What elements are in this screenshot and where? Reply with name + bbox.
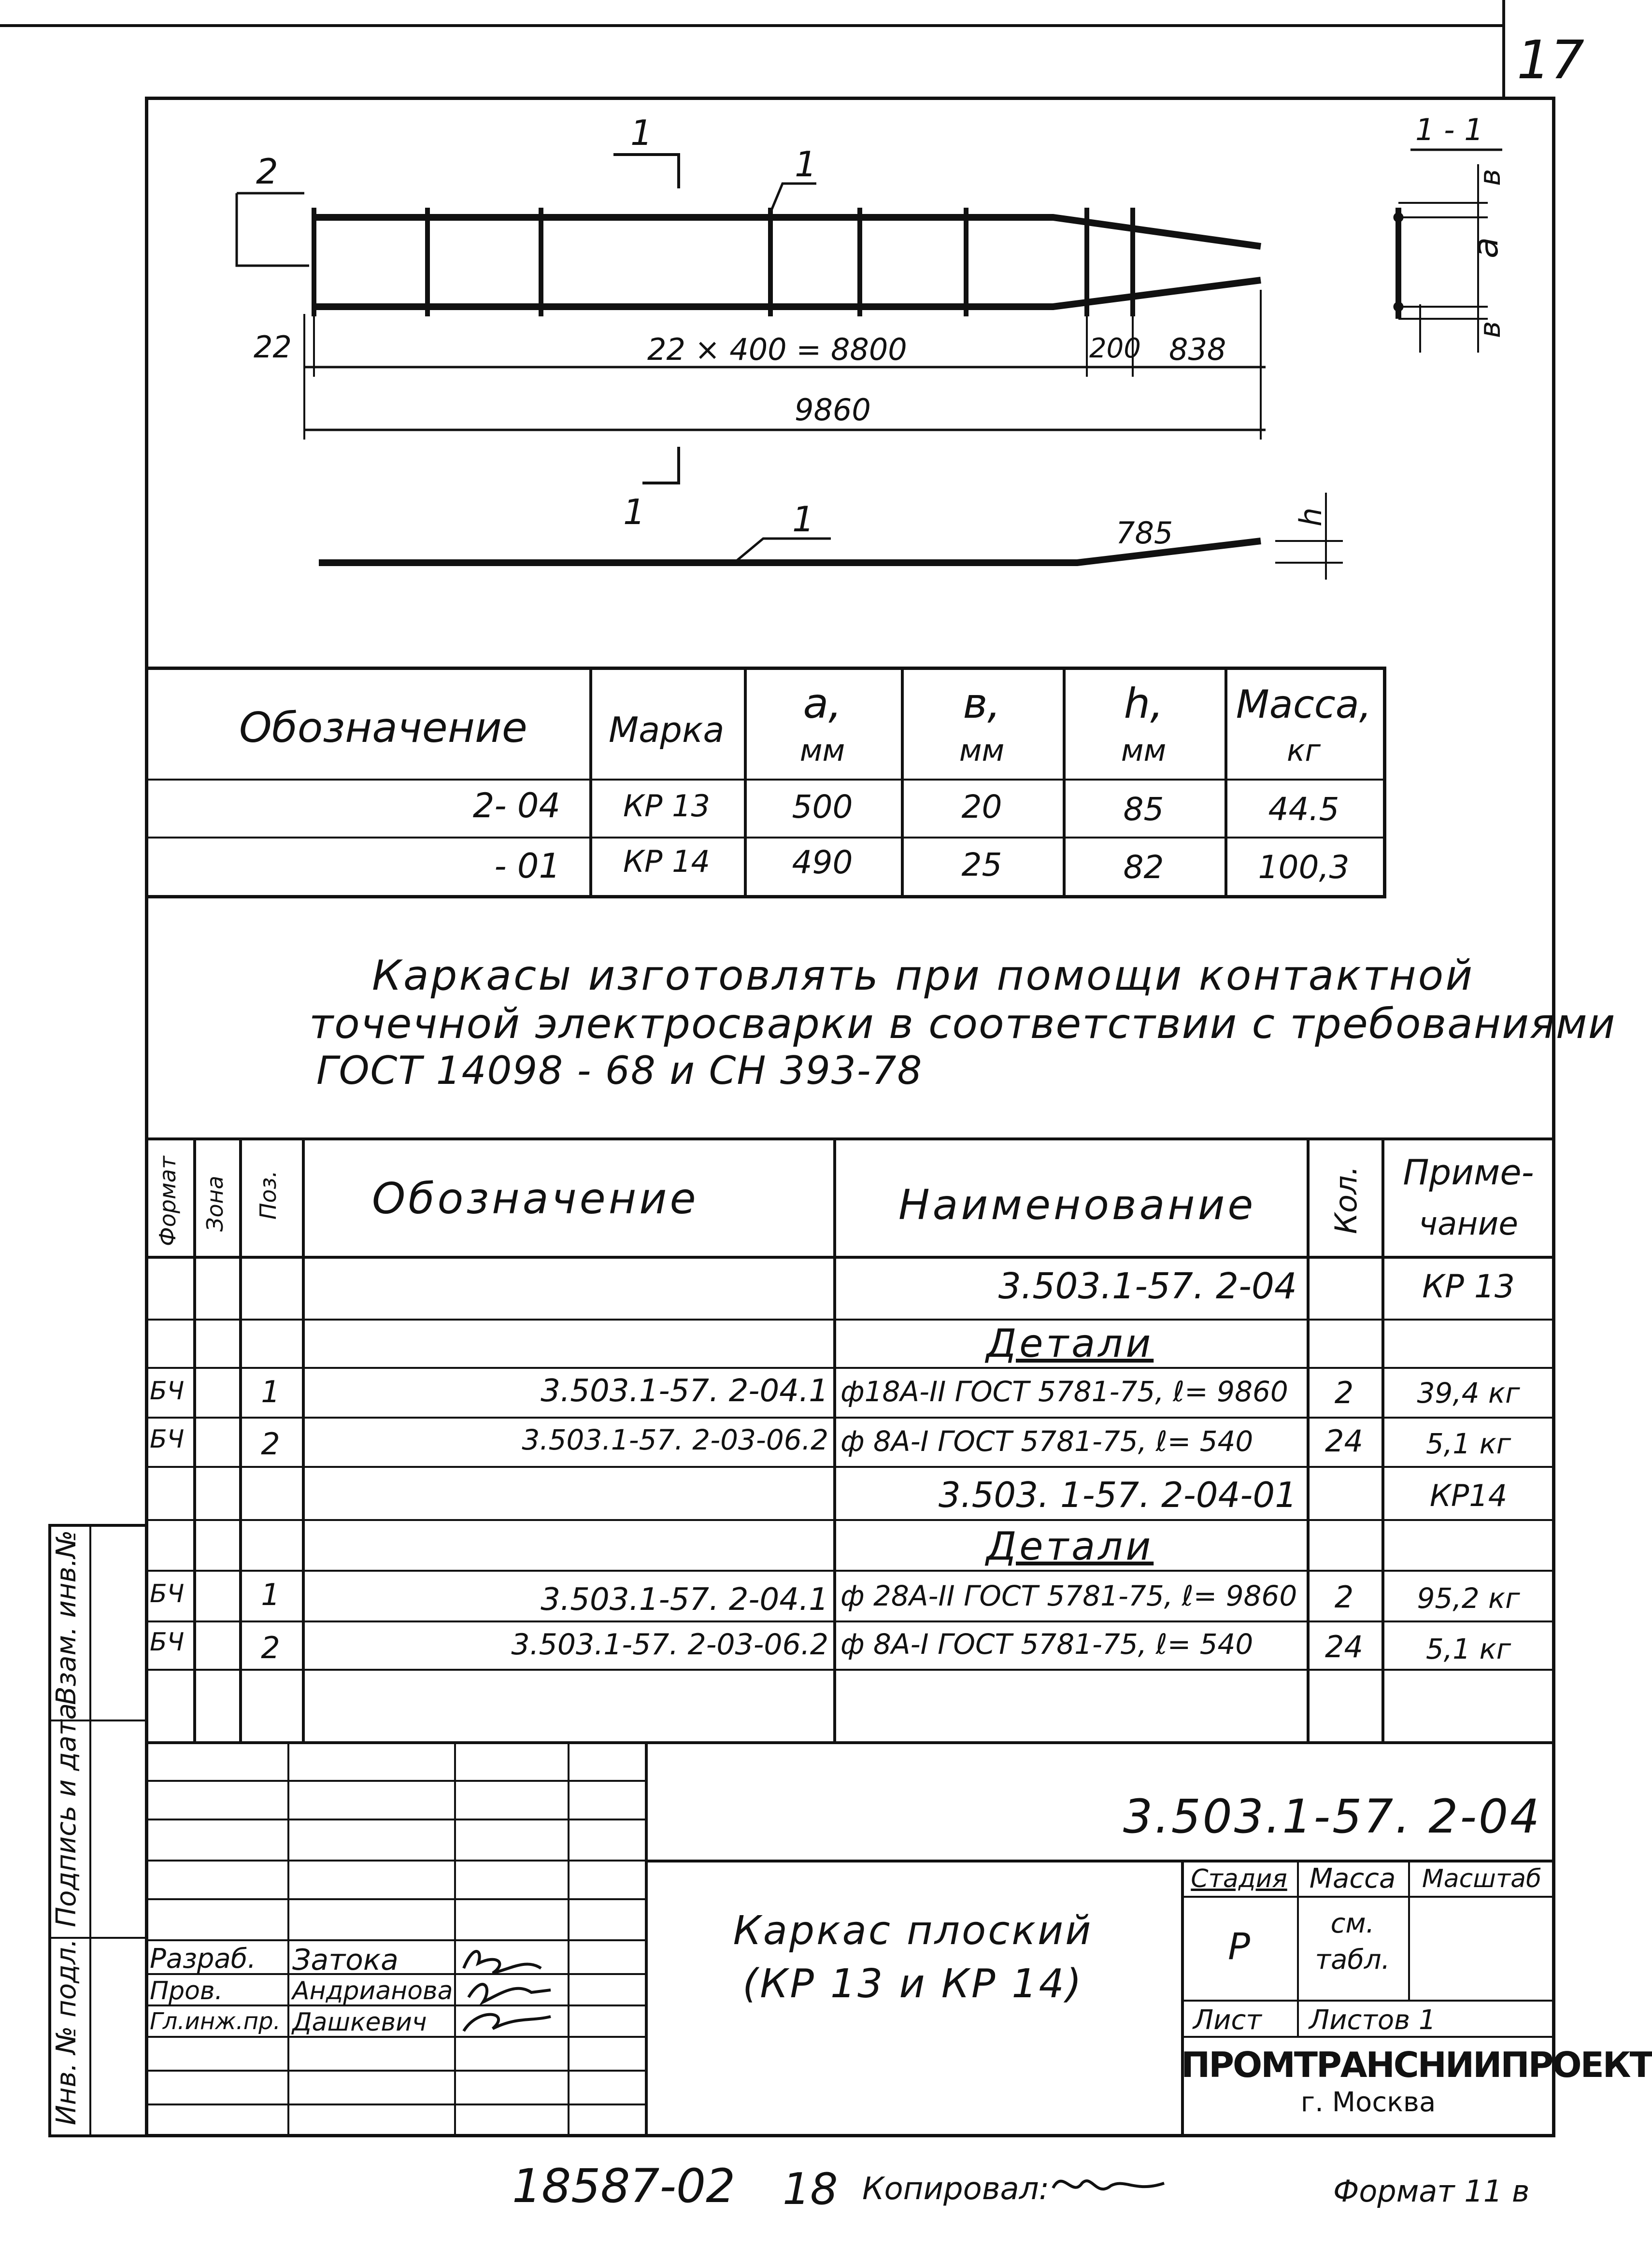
spec-row-note: 5,1 кг [1425, 1427, 1511, 1460]
bar-top [314, 217, 1261, 246]
footer-inventory: 18587-02 [512, 2159, 736, 2213]
spec-row-qty: 2 [1334, 1579, 1354, 1615]
spec-row-name: ф 8А-I ГОСТ 5781-75, ℓ= 540 [840, 1425, 1253, 1458]
sig-name: Затока [292, 1943, 399, 1977]
spec-row-note: 5,1 кг [1425, 1633, 1511, 1665]
handwritten-signatures [454, 1934, 628, 2041]
spec-row-name: ф 8А-I ГОСТ 5781-75, ℓ= 540 [840, 1628, 1253, 1661]
label-1-pos: 1 [795, 144, 817, 185]
spec-row-name: ф 28А-II ГОСТ 5781-75, ℓ= 9860 [840, 1579, 1297, 1612]
params-header-h: h, [1124, 680, 1164, 728]
spec-row-designation: 3.503.1-57. 2-04.1 [541, 1373, 828, 1409]
params-row-mass: 100,3 [1258, 849, 1350, 886]
spec-header-designation: Обозначение [372, 1174, 699, 1223]
label-2: 2 [256, 151, 278, 192]
params-row-b: 25 [961, 846, 1002, 883]
spec-row-qty: 24 [1325, 1629, 1363, 1664]
sig-role: Гл.инж.пр. [150, 2008, 281, 2035]
spec-row-section: Детали [986, 1321, 1154, 1366]
spec-row-format: БЧ [150, 1425, 185, 1454]
dim-838: 838 [1169, 332, 1226, 367]
title-mass-label: Масса [1309, 1863, 1396, 1894]
title-sheet-label: Лист [1193, 2004, 1262, 2036]
side-stamp-divider [89, 1524, 91, 2137]
spec-header-format: Формат [155, 1156, 181, 1246]
section-b-bottom: в [1473, 321, 1507, 338]
title-stage-value: Р [1228, 1925, 1250, 1968]
params-row-designation: 2- 04 [472, 786, 560, 825]
dim-22: 22 [254, 329, 292, 365]
dim-total: 9860 [795, 392, 871, 427]
params-row-a: 500 [792, 788, 853, 825]
spec-row-section: Детали [986, 1524, 1154, 1569]
params-header-mass-unit: кг [1286, 733, 1321, 768]
params-header-mass: Масса, [1236, 682, 1372, 727]
transverse-bars [314, 208, 1133, 316]
spec-row-designation: 3.503.1-57. 2-03-06.2 [511, 1628, 828, 1662]
params-header-mark: Марка [609, 710, 725, 750]
section-b-top: в [1473, 169, 1507, 186]
sig-name: Андрианова [292, 1976, 453, 2005]
side-stamp-inv-orig: Инв. № подл. [51, 1938, 82, 2125]
pos-label-bottom: 1 [792, 499, 814, 540]
spec-row-qty: 24 [1325, 1423, 1363, 1459]
params-row-b: 20 [961, 788, 1002, 825]
section-label: 1 - 1 [1415, 112, 1483, 147]
params-row-h: 85 [1123, 791, 1164, 828]
spec-header-zone: Зона [202, 1176, 228, 1232]
title-scale-label: Масштаб [1422, 1864, 1542, 1893]
section-a: а [1465, 237, 1506, 258]
params-table [145, 667, 1386, 898]
title-organization: ПРОМТРАНСНИИПРОЕКТ [1181, 2045, 1652, 2085]
dim-h: h [1293, 507, 1328, 526]
sig-role: Разраб. [150, 1943, 256, 1975]
side-stamp-sign-date: Подпись и дата [51, 1703, 82, 1927]
note-line3: ГОСТ 14098 - 68 и СН 393-78 [316, 1048, 923, 1093]
bar-bottom [314, 280, 1261, 307]
spec-row-pos: 1 [261, 1374, 280, 1409]
sig-name: Дашкевич [292, 2008, 427, 2037]
footer-sheet-no: 18 [783, 2164, 838, 2215]
params-header-a-unit: мм [799, 733, 845, 768]
spec-row-format: БЧ [150, 1579, 185, 1608]
params-row-designation: - 01 [494, 846, 560, 886]
spec-row-note: КР 13 [1422, 1268, 1515, 1305]
spec-header-name: Наименование [898, 1181, 1256, 1229]
spec-header-note-line2: чание [1418, 1205, 1519, 1242]
sig-role: Пров. [150, 1976, 223, 2005]
title-stage-label: Стадия [1191, 1864, 1287, 1893]
spec-row-pos: 1 [261, 1577, 280, 1612]
footer-copied: Копировал: [862, 2171, 1050, 2207]
title-designation: 3.503.1-57. 2-04 [1123, 1790, 1542, 1844]
copier-signature [1048, 2164, 1174, 2207]
params-row-mark: КР 13 [623, 788, 710, 824]
title-mass-value-2: табл. [1315, 1944, 1390, 1976]
spec-row-name: 3.503. 1-57. 2-04-01 [938, 1475, 1297, 1515]
spec-row-note: КР14 [1429, 1478, 1508, 1513]
side-stamp-inv-replace: Взам. инв.№ [51, 1530, 82, 1705]
title-city: г. Москва [1300, 2087, 1436, 2118]
footer-format: Формат 11 в [1333, 2174, 1530, 2209]
spec-row-name: 3.503.1-57. 2-04 [998, 1265, 1297, 1307]
title-mass-value-1: см. [1330, 1908, 1375, 1939]
spec-row-name: ф18А-II ГОСТ 5781-75, ℓ= 9860 [840, 1375, 1288, 1408]
spec-row-note: 39,4 кг [1417, 1377, 1520, 1409]
spec-row-note: 95,2 кг [1417, 1582, 1520, 1615]
page-number: 17 [1517, 29, 1584, 91]
title-line1: Каркас плоский [733, 1908, 1093, 1954]
params-row-mass: 44.5 [1268, 791, 1339, 828]
params-header-b: в, [963, 680, 1001, 728]
title-line2: (КР 13 и КР 14) [742, 1961, 1083, 2007]
spec-table [145, 1137, 1555, 1748]
params-header-b-unit: мм [959, 733, 1005, 768]
params-header-h-unit: мм [1121, 733, 1167, 768]
spec-row-designation: 3.503.1-57. 2-04.1 [541, 1582, 828, 1618]
dim-200: 200 [1089, 333, 1141, 364]
note-line1: Каркасы изготовлять при помощи контактной [372, 952, 1475, 1000]
spec-row-pos: 2 [261, 1426, 280, 1462]
spec-header-pos: Поз. [255, 1170, 281, 1220]
spec-row-designation: 3.503.1-57. 2-03-06.2 [522, 1423, 828, 1456]
title-block [145, 1741, 1652, 2137]
params-header-designation: Обозначение [239, 704, 527, 752]
spec-row-qty: 2 [1334, 1375, 1354, 1410]
params-row-a: 490 [792, 844, 853, 881]
params-row-h: 82 [1123, 849, 1164, 886]
spec-header-qty: Кол. [1328, 1166, 1364, 1234]
label-1-bottom: 1 [623, 492, 645, 532]
spec-header-note-line1: Приме- [1403, 1152, 1534, 1193]
drawing-area [0, 0, 1598, 667]
spec-row-pos: 2 [261, 1630, 280, 1665]
dim-785: 785 [1116, 515, 1173, 551]
params-row-mark: КР 14 [623, 844, 710, 879]
note-line2: точечной электросварки в соответствии с требованиями [309, 1000, 1616, 1048]
title-sheets-label: Листов 1 [1309, 2004, 1436, 2036]
spec-row-format: БЧ [150, 1628, 185, 1657]
spec-row-format: БЧ [150, 1377, 185, 1406]
dim-main: 22 × 400 = 8800 [647, 332, 907, 367]
label-1-top: 1 [630, 113, 653, 153]
params-header-a: а, [803, 680, 842, 728]
